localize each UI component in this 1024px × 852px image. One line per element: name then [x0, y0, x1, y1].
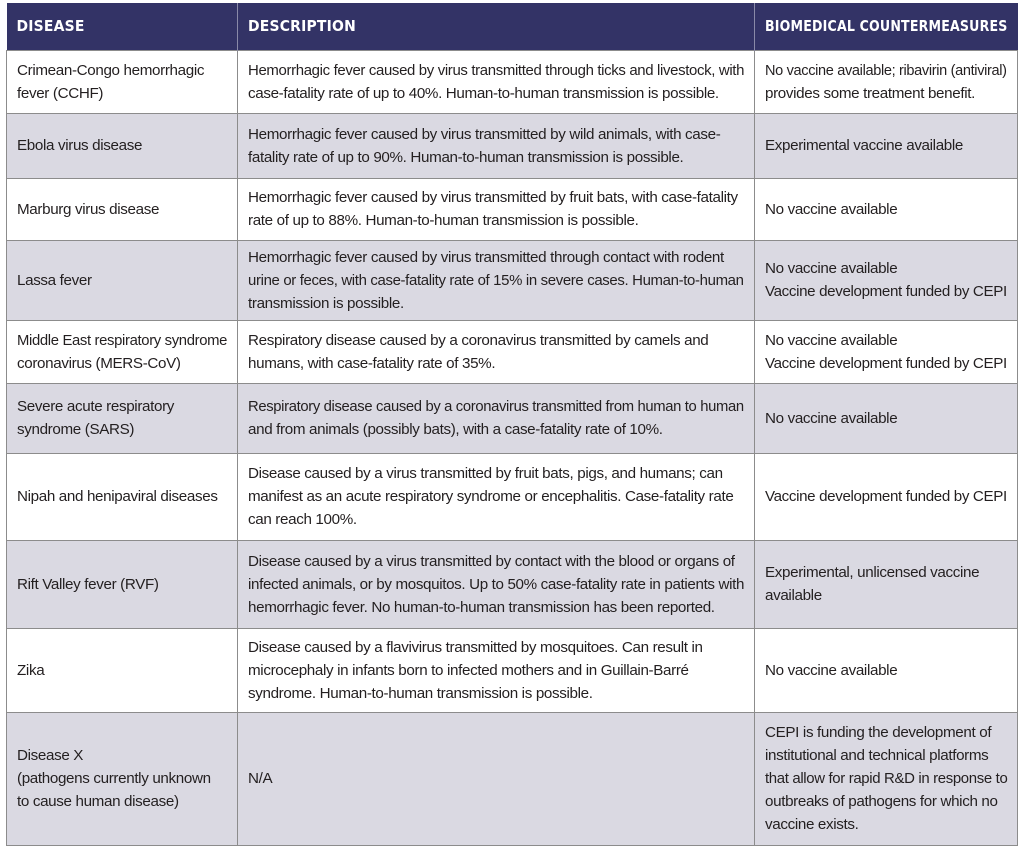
disease-cell-line: coronavirus (MERS-CoV) [17, 354, 181, 372]
description-cell-line: Respiratory disease caused by a coronavirus transmitted from human to human [248, 398, 744, 415]
countermeasures-cell [755, 240, 1018, 320]
description-cell-line: Disease caused by a virus transmitted by fruit bats, pigs, and humans; can [248, 465, 723, 482]
countermeasures-cell-line: Vaccine development funded by CEPI [765, 283, 1007, 300]
description-cell-line: Disease caused by a virus transmitted by contact with the blood or organs of [248, 552, 735, 570]
disease-cell [7, 50, 238, 113]
countermeasures-cell-line: Vaccine development funded by CEPI [765, 354, 1007, 372]
disease-cell-line: Crimean-Congo hemorrhagic [17, 61, 205, 79]
description-cell-line: and from animals (possibly bats), with a case-fatality rate of 10%. [248, 421, 663, 438]
description-cell-line: syndrome. Human-to-human transmission is possible. [248, 684, 593, 702]
countermeasures-cell [755, 383, 1018, 453]
table-row [7, 712, 1018, 845]
table-row [7, 240, 1018, 320]
table-body [7, 50, 1018, 845]
countermeasures-cell-line: No vaccine available [765, 260, 898, 277]
description-cell-line: Hemorrhagic fever caused by virus transmitted through ticks and livestock, with [248, 61, 745, 79]
disease-cell [7, 320, 238, 383]
countermeasures-cell-line: Vaccine development funded by CEPI [765, 488, 1007, 505]
disease-table [6, 3, 1018, 846]
description-cell-line: humans, with case-fatality rate of 35%. [248, 354, 496, 372]
disease-cell-line: Marburg virus disease [17, 200, 160, 218]
countermeasures-cell [755, 50, 1018, 113]
countermeasures-cell-line: CEPI is funding the development of [765, 724, 992, 741]
disease-cell-line: syndrome (SARS) [17, 421, 135, 438]
description-cell-line: infected animals, or by mosquitos. Up to 50% case-fatality rate in patients with [248, 575, 745, 593]
description-cell-line: urine or feces, with case-fatality rate of 15% in severe cases. Human-to-human [248, 271, 744, 289]
countermeasures-cell-line: Experimental, unlicensed vaccine [765, 564, 980, 581]
countermeasures-cell-line: provides some treatment benefit. [765, 84, 975, 102]
disease-cell-line: Rift Valley fever (RVF) [17, 575, 159, 593]
countermeasures-cell-line: that allow for rapid R&D in response to [765, 770, 1008, 787]
column-header-countermeasures: BIOMEDICAL COUNTERMEASURES [755, 3, 1018, 50]
disease-cell [7, 240, 238, 320]
description-cell [238, 240, 755, 320]
countermeasures-cell [755, 453, 1018, 540]
description-cell-line: manifest as an acute respiratory syndrome or encephalitis. Case-fatality rate [248, 488, 734, 505]
table-row [7, 383, 1018, 453]
description-cell-line: rate of up to 88%. Human-to-human transmission is possible. [248, 212, 639, 229]
countermeasures-cell [755, 540, 1018, 628]
countermeasures-cell [755, 320, 1018, 383]
description-cell [238, 383, 755, 453]
countermeasures-cell-line: Experimental vaccine available [765, 137, 964, 154]
description-cell-line: can reach 100%. [248, 511, 357, 528]
disease-cell [7, 453, 238, 540]
description-cell-line: hemorrhagic fever. No human-to-human transmission has been reported. [248, 598, 715, 616]
disease-cell-line: Nipah and henipaviral diseases [17, 488, 218, 505]
table-row [7, 628, 1018, 712]
description-cell [238, 712, 755, 845]
description-cell-line: Hemorrhagic fever caused by virus transmitted by fruit bats, with case-fatality [248, 189, 738, 206]
table-row [7, 50, 1018, 113]
disease-cell-line: Middle East respiratory syndrome [17, 331, 228, 349]
countermeasures-cell-line: No vaccine available [765, 200, 898, 218]
disease-cell-line: Disease X [17, 747, 84, 764]
description-cell [238, 178, 755, 240]
countermeasures-cell-line: No vaccine available [765, 331, 898, 349]
disease-cell-line: Zika [17, 661, 45, 679]
description-cell [238, 320, 755, 383]
countermeasures-cell-line: vaccine exists. [765, 816, 859, 833]
disease-cell-line: Ebola virus disease [17, 137, 143, 154]
description-cell-line: Hemorrhagic fever caused by virus transmitted through contact with rodent [248, 248, 724, 266]
description-cell-line: transmission is possible. [248, 294, 404, 312]
countermeasures-cell [755, 178, 1018, 240]
disease-cell [7, 113, 238, 178]
table-row [7, 178, 1018, 240]
disease-cell-line: Lassa fever [17, 271, 92, 289]
description-cell-line: fatality rate of up to 90%. Human-to-human transmission is possible. [248, 148, 684, 166]
description-cell-line: microcephaly in infants born to infected mothers and in Guillain-Barré [248, 661, 689, 679]
description-cell [238, 540, 755, 628]
table-row [7, 453, 1018, 540]
disease-cell-line: to cause human disease) [17, 793, 179, 810]
description-cell [238, 50, 755, 113]
disease-cell [7, 383, 238, 453]
description-cell-line: case-fatality rate of up to 40%. Human-to-human transmission is possible. [248, 84, 719, 102]
table-row [7, 113, 1018, 178]
countermeasures-cell-line: institutional and technical platforms [765, 747, 989, 764]
table-row [7, 540, 1018, 628]
countermeasures-cell-line: outbreaks of pathogens for which no [765, 793, 998, 810]
description-cell [238, 628, 755, 712]
description-cell-line: Respiratory disease caused by a coronavirus transmitted by camels and [248, 331, 709, 349]
disease-cell [7, 628, 238, 712]
description-cell-line: Disease caused by a flavivirus transmitted by mosquitoes. Can result in [248, 638, 703, 656]
countermeasures-cell [755, 113, 1018, 178]
disease-cell [7, 712, 238, 845]
countermeasures-cell-line: No vaccine available [765, 409, 898, 427]
column-header-description: DESCRIPTION [238, 3, 755, 50]
countermeasures-cell [755, 712, 1018, 845]
countermeasures-cell-line: No vaccine available; ribavirin (antiviral) [765, 61, 1007, 79]
disease-cell [7, 178, 238, 240]
disease-cell-line: (pathogens currently unknown [17, 770, 211, 787]
countermeasures-cell-line: available [765, 587, 822, 604]
disease-cell-line: fever (CCHF) [17, 84, 104, 102]
table-header-row [7, 3, 1018, 50]
column-header-disease: DISEASE [7, 3, 238, 50]
disease-cell-line: Severe acute respiratory [17, 398, 175, 415]
table-row [7, 320, 1018, 383]
disease-cell [7, 540, 238, 628]
countermeasures-cell [755, 628, 1018, 712]
description-cell-line: N/A [248, 770, 273, 787]
countermeasures-cell-line: No vaccine available [765, 661, 898, 679]
description-cell [238, 113, 755, 178]
description-cell-line: Hemorrhagic fever caused by virus transmitted by wild animals, with case- [248, 125, 721, 143]
description-cell [238, 453, 755, 540]
